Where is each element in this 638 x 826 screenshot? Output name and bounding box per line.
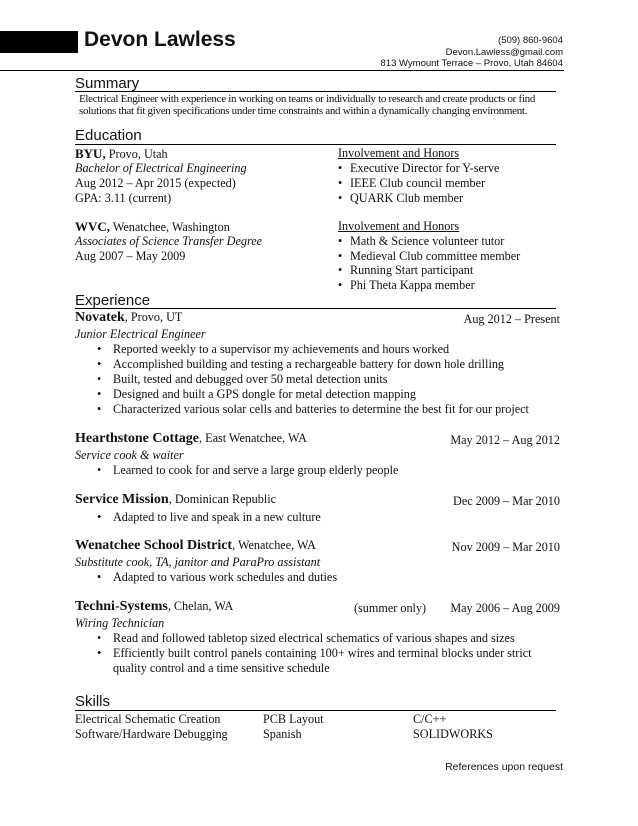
involvement-item: • Executive Director for Y-serve: [350, 161, 499, 176]
email: Devon.Lawless@gmail.com: [445, 47, 563, 58]
job-location: , Provo, UT: [124, 310, 183, 324]
job-role: Junior Electrical Engineer: [75, 327, 206, 341]
job-bullet: • Built, tested and debugged over 50 metal detection units: [97, 372, 388, 387]
job-location: , East Wenatchee, WA: [199, 431, 307, 445]
involvement-title: Involvement and Honors: [338, 146, 460, 160]
job-bullet: • Efficiently built control panels containing 100+ wires and terminal blocks under strict: [97, 646, 532, 661]
skill-item: Electrical Schematic Creation: [75, 712, 221, 726]
job-org: Wenatchee School District: [75, 538, 233, 553]
job-bullet: • Adapted to live and speak in a new culture: [97, 510, 321, 525]
involvement-item: • Medieval Club committee member: [350, 249, 520, 264]
job-location: , Dominican Republic: [168, 492, 277, 506]
section-title-skills: Skills: [75, 693, 111, 710]
degree: Bachelor of Electrical Engineering: [75, 161, 247, 175]
job-bullet: • Designed and built a GPS dongle for metal detection mapping: [97, 387, 416, 402]
involvement-item: • Phi Theta Kappa member: [350, 278, 475, 293]
degree: Associates of Science Transfer Degree: [75, 234, 263, 248]
job-org: Techni-Systems: [75, 599, 168, 614]
involvement-title: Involvement and Honors: [338, 219, 460, 233]
dates: Aug 2007 – May 2009: [75, 249, 186, 263]
job-org: Hearthstone Cottage: [75, 431, 200, 446]
involvement-item: • Running Start participant: [350, 263, 473, 278]
job-org: Service Mission: [75, 492, 169, 507]
school-location: Wenatchee, Washington: [110, 220, 230, 234]
section-rule: [75, 308, 556, 309]
involvement-item: • QUARK Club member: [350, 191, 463, 206]
job-dates: May 2006 – Aug 2009: [450, 601, 560, 615]
job-location: , Chelan, WA: [167, 599, 234, 613]
involvement-item: • IEEE Club council member: [350, 176, 485, 191]
job-heading: [75, 492, 276, 508]
job-dates: Aug 2012 – Present: [463, 312, 560, 326]
school-location: Provo, Utah: [105, 147, 168, 161]
job-bullet: • Reported weekly to a supervisor my achievements and hours worked: [97, 342, 449, 357]
section-rule: [75, 91, 556, 92]
gpa: GPA: 3.11 (current): [75, 191, 172, 205]
skill-item: SOLIDWORKS: [413, 727, 493, 741]
header-rule: [0, 70, 564, 71]
job-bullet: • Read and followed tabletop sized electrical schematics of various shapes and sizes: [97, 631, 515, 646]
job-dates: Nov 2009 – Mar 2010: [451, 540, 560, 554]
job-heading: [75, 310, 182, 326]
footer-note: References upon request: [445, 761, 563, 773]
job-role: Service cook & waiter: [75, 448, 184, 462]
job-bullet-continuation: quality control and a time sensitive schedule: [113, 661, 330, 675]
job-role: Wiring Technician: [75, 616, 165, 630]
job-dates: Dec 2009 – Mar 2010: [453, 494, 560, 508]
skill-item: Spanish: [263, 727, 302, 741]
job-bullet: • Accomplished building and testing a rechargeable battery for down hole drilling: [97, 357, 504, 372]
school-name: BYU,: [75, 146, 106, 161]
job-bullet: • Learned to cook for and serve a large group elderly people: [97, 463, 398, 478]
school-wvc: [75, 219, 230, 235]
phone: (509) 860-9604: [498, 35, 563, 46]
section-title-education: Education: [75, 127, 142, 144]
job-bullet: • Characterized various solar cells and batteries to determine the best fit for our project: [97, 402, 529, 417]
skill-item: PCB Layout: [263, 712, 324, 726]
skill-item: C/C++: [413, 712, 447, 726]
job-note: (summer only): [354, 601, 427, 615]
job-org: Novatek: [75, 310, 125, 325]
name-bar: [0, 31, 78, 53]
job-heading: [75, 599, 233, 615]
summary-line: solutions that fit given specifications under time constraints and within a dynamically changing environment.: [79, 105, 528, 117]
dates: Aug 2012 – Apr 2015 (expected): [75, 176, 236, 190]
school-byu: [75, 146, 168, 162]
section-title-experience: Experience: [75, 292, 151, 309]
candidate-name: Devon Lawless: [84, 28, 236, 51]
school-name: WVC,: [75, 219, 111, 234]
job-heading: [75, 538, 316, 554]
job-dates: May 2012 – Aug 2012: [450, 433, 560, 447]
involvement-item: • Math & Science volunteer tutor: [350, 234, 504, 249]
summary-line: Electrical Engineer with experience in working on teams or individually to research and create products or find: [79, 93, 536, 105]
job-bullet: • Adapted to various work schedules and duties: [97, 570, 337, 585]
section-rule: [75, 710, 556, 711]
section-rule: [75, 144, 556, 145]
job-location: , Wenatchee, WA: [232, 538, 316, 552]
section-title-summary: Summary: [75, 75, 140, 92]
address: 813 Wymount Terrace – Provo, Utah 84604: [380, 58, 563, 69]
job-role: Substitute cook, TA, janitor and ParaPro assistant: [75, 555, 321, 569]
skill-item: Software/Hardware Debugging: [75, 727, 228, 741]
job-heading: [75, 431, 307, 447]
